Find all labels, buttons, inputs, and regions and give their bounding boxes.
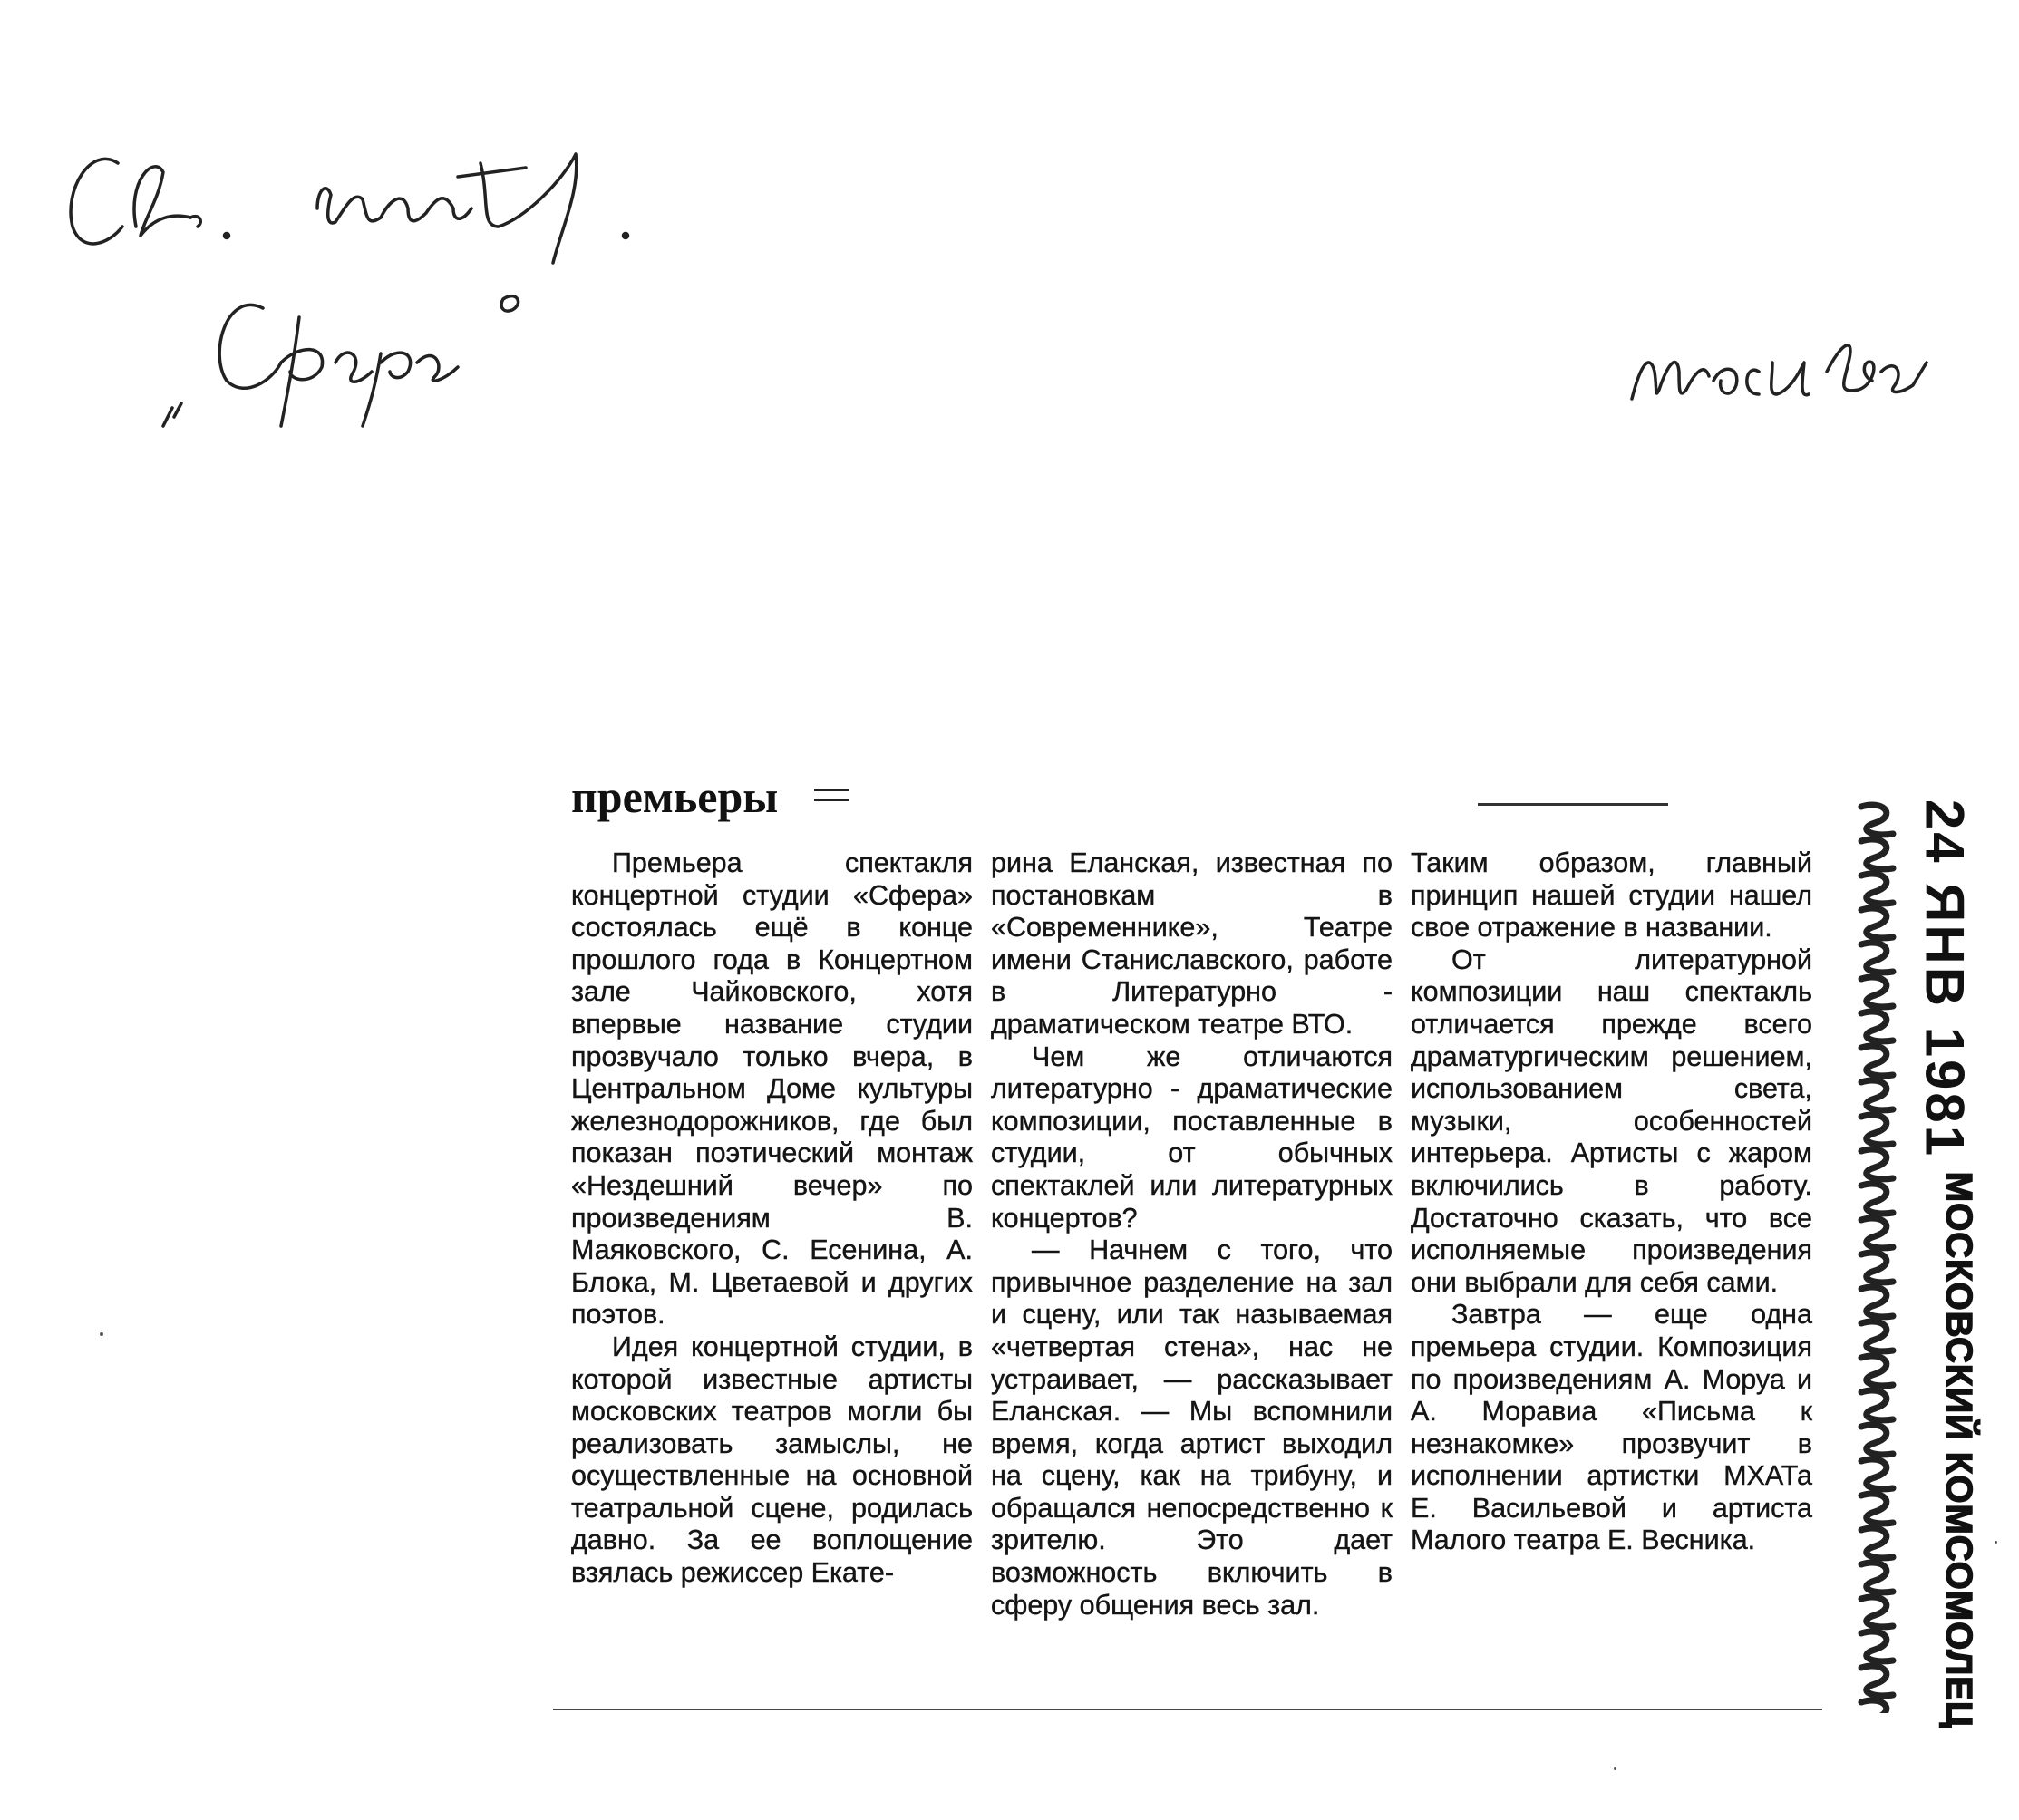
paragraph: Завтра — еще одна премьера студии. Композиция по произведениям А. Моруа и А. Моравиа «Письма к незнакомке» прозвучит в исполнении артистки МХАТа Е. Васильевой и артиста Малого театра Е. Весника. <box>1411 1299 1812 1556</box>
paragraph: Таким образом, главный принцип нашей студии нашел свое отражение в названии. <box>1411 847 1812 944</box>
stamp-newspaper-text: МОСКОВСКИЙ КОМСОМОЛЕЦ <box>1938 1171 1979 1729</box>
bottom-rule <box>553 1709 1822 1710</box>
stamp-border-link <box>1861 1012 1893 1041</box>
stamp-border-link <box>1861 1321 1893 1351</box>
stamp-border-link <box>1861 1218 1893 1248</box>
stamp-border-link <box>1861 1563 1893 1592</box>
stamp-border-link <box>1861 1631 1893 1661</box>
handwritten-note-middle <box>145 281 544 435</box>
article-column-1 <box>571 847 973 1690</box>
article-columns <box>571 847 1813 1690</box>
paragraph: Чем же отличаются литературно - драматические композиции, поставленные в студии, от обычных спектаклей или литературных концертов? <box>991 1041 1393 1234</box>
stamp-border-link <box>1861 1184 1893 1214</box>
scan-speck <box>1995 1541 1997 1544</box>
stamp-border-link <box>1861 1149 1893 1179</box>
top-rule <box>1478 803 1668 806</box>
stamp-border-link <box>1861 1287 1893 1317</box>
paragraph: Идея концертной студии, в которой известные артисты московских театров могли бы реализовать замыслы, не осуществленные на основной театральной сцене, родилась давно. За ее воплощение взялась режиссер Екате- <box>571 1331 973 1589</box>
stamp-border-link <box>1861 1356 1893 1386</box>
stamp-border-link <box>1861 874 1893 904</box>
article-column-2 <box>991 847 1393 1690</box>
stamp-border-link <box>1861 805 1893 835</box>
stamp-border-link <box>1861 977 1893 1007</box>
stamp-border-link <box>1861 1666 1893 1696</box>
stamp-border-link <box>1861 1253 1893 1283</box>
stamp-border-link <box>1861 1700 1893 1713</box>
stamp-border-link <box>1861 1115 1893 1145</box>
stamp-border-link <box>1861 1459 1893 1489</box>
stamp-border-link <box>1861 1390 1893 1420</box>
article-column-3 <box>1411 847 1812 1690</box>
section-heading: премьеры <box>571 771 779 822</box>
stamp-border-link <box>1861 1425 1893 1455</box>
paragraph: — Начнем с того, что привычное разделение на зал и сцену, или так называемая «четвертая стена», нас не устраивает, — рассказывает Еланская. — Мы вспомнили время, когда артист выходил на сцену, как на трибуну, и обращался непосредственно к зрителю. Это дает возможность включить в сферу общения весь зал. <box>991 1234 1393 1621</box>
stamp-border-link <box>1861 1080 1893 1110</box>
stamp-date <box>1904 789 1985 1169</box>
scan-speck <box>100 1332 103 1336</box>
stamp-border-link <box>1861 1494 1893 1524</box>
stamp-date-text: 24 ЯНВ 1981 <box>1914 799 1975 1159</box>
stamp-border-link <box>1861 839 1893 869</box>
paragraph: От литературной композиции наш спектакль отличается прежде всего драматургическим решением, использованием света, музыки, особенностей интерьера. Артисты с жаром включились в работу. Достаточно сказать, что все исполняемые произведения они выбрали для себя сами. <box>1411 944 1812 1298</box>
stamp-newspaper-name <box>1922 1171 1995 1729</box>
stamp-border-link <box>1861 943 1893 973</box>
heading-dash <box>814 789 849 808</box>
newspaper-clipping <box>553 752 1979 1731</box>
paragraph: рина Еланская, известная по постановкам в «Современнике», Театре имени Станиславского, работе в Литературно - драматическом театре ВТО. <box>991 847 1393 1040</box>
stamp-border-icon <box>1848 798 1911 1713</box>
stamp-border-link <box>1861 908 1893 938</box>
stamp-border-link <box>1861 1528 1893 1558</box>
stamp-border-link <box>1861 1597 1893 1627</box>
scan-speck <box>1614 1767 1616 1770</box>
paragraph: Премьера спектакля концертной студии «Сфера» состоялась ещё в конце прошлого года в Концертном зале Чайковского, хотя впервые название студии прозвучало только вчера, в Центральном Доме культуры железнодорожников, где был показан поэтический монтаж «Нездешний вечер» по произведениям В. Маяковского, С. Есенина, А. Блока, М. Цветаевой и других поэтов. <box>571 847 973 1331</box>
stamp-border-link <box>1861 1046 1893 1076</box>
handwritten-note-right <box>1623 308 1940 417</box>
handwritten-note-top <box>54 127 644 272</box>
